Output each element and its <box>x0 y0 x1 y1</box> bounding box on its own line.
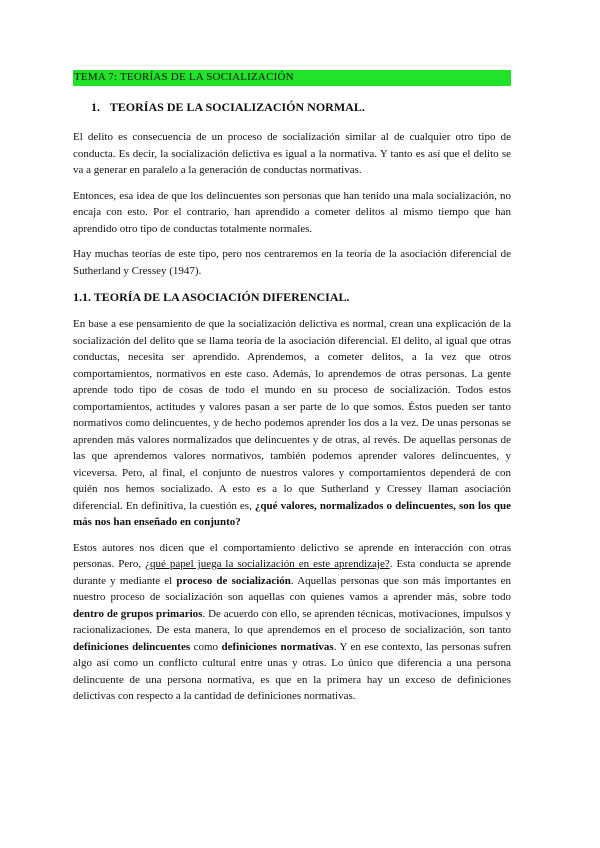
paragraph-text: Estos autores nos dicen que el comportamiento delictivo se aprende en interacción con otras personas. Pero, <box>73 541 511 570</box>
body-paragraph-association <box>73 316 511 531</box>
section-title: TEORÍAS DE LA SOCIALIZACIÓN NORMAL. <box>109 100 365 114</box>
paragraph-text: En base a ese pensamiento de que la socialización delictiva es normal, crean una explicación de la socialización del delito que se llama teoría de la asociación diferencial. El delito, al igual que otras conductas, necesita ser aprendido. Aprendemos, a cometer delitos, a la vez que otros comportamientos, normativos en este caso. Además, lo aprendemos de otras personas. La gente aprende todo tipo de cosas de todo el mundo en su proceso de socialización. Todos estos comportamientos, actitudes y valores pasan a ser parte de lo que somos. Éstos pueden ser tanto normativos como delincuentes, y de hecho podemos aprender los dos a la vez. De unas personas se aprenden más valores normalizados que delincuentes y de otras, al revés. De aquellas personas de las que aprendemos valores normativos, también podemos aprender valores delincuentes, y viceversa. Pero, al final, el conjunto de nuestros valores y comportamientos dependerá de con quién nos hemos socializado. A esto es a lo que Sutherland y Cressey llaman asociación diferencial. En definitiva, la cuestión es, <box>73 318 511 512</box>
bold-term: dentro de grupos primarios <box>73 607 203 620</box>
section-heading <box>91 99 511 115</box>
subsection-heading: 1.1. TEORÍA DE LA ASOCIACIÓN DIFERENCIAL. <box>73 290 350 304</box>
paragraph-text: . Esta conducta se aprende durante y mediante el <box>73 558 511 587</box>
intro-paragraph-2: Entonces, esa idea de que los delincuentes son personas que han tenido una mala socialización, no encaja con esto. Por el contrario, han aprendido a cometer delitos al mismo tiempo que han aprendido otro tipo de conductas totalmente normales. <box>73 189 511 235</box>
paragraph-text: . Aquellas personas que son más importantes en nuestro proceso de socialización son aquellas con quienes vamos a aprender más, sobre todo <box>73 574 512 603</box>
document-page <box>73 70 511 705</box>
bold-term: definiciones normativas <box>221 640 334 653</box>
paragraph-text: . Y en ese contexto, las personas sufren algo así como un conflicto cultural entre unas y otras. Lo único que diferencia a una persona delincuente de una persona normativa, es que en la primera hay un exceso de definiciones delictivas con respecto a la cantidad de definiciones normativas. <box>73 640 511 702</box>
intro-paragraph-1: El delito es consecuencia de un proceso de socialización similar al de cualquier otro tipo de conducta. Es decir, la socialización delictiva es igual a la normativa. Y tanto es así que el delito se va a generar en paralelo a la generación de conductas normativas. <box>73 131 511 176</box>
body-paragraph-socialization <box>73 540 511 705</box>
bold-term: proceso de socialización <box>176 574 291 587</box>
paragraph-text: . De acuerdo con ello, se aprenden técnicas, motivaciones, impulsos y racionalizaciones. De esta manera, lo que aprendemos en el proceso de socialización, son tanto <box>73 607 511 636</box>
underlined-question: ¿qué papel juega la socialización en este aprendizaje? <box>145 558 390 570</box>
intro-paragraph-3: Hay muchas teorías de este tipo, pero nos centraremos en la teoría de la asociación diferencial de Sutherland y Cressey (1947). <box>73 248 511 277</box>
key-question: ¿qué valores, normalizados o delincuentes, son los que más nos han enseñado en conjunto? <box>73 499 511 528</box>
chapter-banner: TEMA 7: TEORÍAS DE LA SOCIALIZACIÓN <box>73 70 511 86</box>
bold-term: definiciones delincuentes <box>73 640 191 653</box>
paragraph-text: como <box>190 640 222 653</box>
section-number: 1. <box>91 100 100 114</box>
